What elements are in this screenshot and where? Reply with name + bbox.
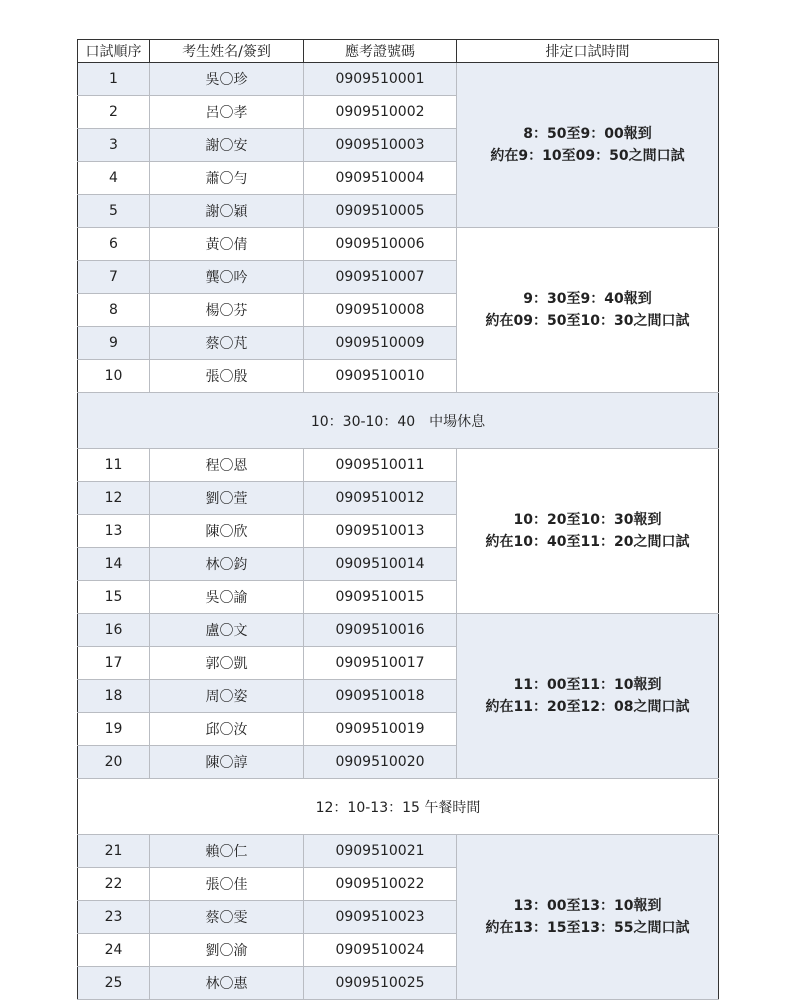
id-cell: 0909510011 — [304, 449, 457, 482]
order-cell: 9 — [78, 327, 150, 360]
name-cell: 吳〇諭 — [150, 581, 304, 614]
order-cell: 12 — [78, 482, 150, 515]
id-cell: 0909510008 — [304, 294, 457, 327]
name-cell: 林〇鈞 — [150, 548, 304, 581]
id-cell: 0909510012 — [304, 482, 457, 515]
order-cell: 7 — [78, 261, 150, 294]
id-cell: 0909510025 — [304, 967, 457, 1000]
time-slot-cell — [457, 63, 719, 228]
break-row — [78, 393, 719, 449]
header-name: 考生姓名/簽到 — [150, 40, 304, 63]
name-cell: 邱〇汝 — [150, 713, 304, 746]
id-cell: 0909510001 — [304, 63, 457, 96]
order-cell: 15 — [78, 581, 150, 614]
id-cell: 0909510013 — [304, 515, 457, 548]
order-cell: 11 — [78, 449, 150, 482]
id-cell: 0909510004 — [304, 162, 457, 195]
id-cell: 0909510017 — [304, 647, 457, 680]
name-cell: 盧〇文 — [150, 614, 304, 647]
order-cell: 14 — [78, 548, 150, 581]
checkin-time: 11：00至11：10報到 — [513, 677, 662, 693]
id-cell: 0909510022 — [304, 868, 457, 901]
id-cell: 0909510020 — [304, 746, 457, 779]
table-row — [78, 449, 719, 482]
exam-time: 約在9：10至09：50之間口試 — [490, 148, 685, 164]
checkin-time: 10：20至10：30報到 — [513, 512, 662, 528]
order-cell: 22 — [78, 868, 150, 901]
time-slot-cell — [457, 835, 719, 1000]
id-cell: 0909510015 — [304, 581, 457, 614]
id-cell: 0909510014 — [304, 548, 457, 581]
order-cell: 8 — [78, 294, 150, 327]
order-cell: 1 — [78, 63, 150, 96]
name-cell: 呂〇孝 — [150, 96, 304, 129]
order-cell: 13 — [78, 515, 150, 548]
checkin-time: 8：50至9：00報到 — [523, 126, 652, 142]
order-cell: 20 — [78, 746, 150, 779]
name-cell: 蔡〇芃 — [150, 327, 304, 360]
name-cell: 龔〇吟 — [150, 261, 304, 294]
table-row — [78, 614, 719, 647]
name-cell: 郭〇凱 — [150, 647, 304, 680]
id-cell: 0909510006 — [304, 228, 457, 261]
name-cell: 賴〇仁 — [150, 835, 304, 868]
lunch-break-label: 12：10-13：15 午餐時間 — [78, 779, 719, 835]
name-cell: 程〇恩 — [150, 449, 304, 482]
table-row — [78, 228, 719, 261]
id-cell: 0909510009 — [304, 327, 457, 360]
order-cell: 21 — [78, 835, 150, 868]
name-cell: 陳〇欣 — [150, 515, 304, 548]
name-cell: 劉〇萱 — [150, 482, 304, 515]
order-cell: 18 — [78, 680, 150, 713]
table-row — [78, 63, 719, 96]
name-cell: 楊〇芬 — [150, 294, 304, 327]
order-cell: 19 — [78, 713, 150, 746]
order-cell: 25 — [78, 967, 150, 1000]
exam-time: 約在13：15至13：55之間口試 — [485, 920, 690, 936]
break-row — [78, 779, 719, 835]
name-cell: 黃〇倩 — [150, 228, 304, 261]
mid-break-label: 10：30-10：40 中場休息 — [78, 393, 719, 449]
name-cell: 張〇殷 — [150, 360, 304, 393]
order-cell: 2 — [78, 96, 150, 129]
id-cell: 0909510019 — [304, 713, 457, 746]
order-cell: 6 — [78, 228, 150, 261]
header-row — [78, 40, 719, 63]
order-cell: 4 — [78, 162, 150, 195]
id-cell: 0909510024 — [304, 934, 457, 967]
name-cell: 蔡〇雯 — [150, 901, 304, 934]
time-slot-cell — [457, 614, 719, 779]
id-cell: 0909510021 — [304, 835, 457, 868]
order-cell: 10 — [78, 360, 150, 393]
name-cell: 劉〇渝 — [150, 934, 304, 967]
id-cell: 0909510003 — [304, 129, 457, 162]
exam-time: 約在10：40至11：20之間口試 — [485, 534, 690, 550]
name-cell: 謝〇安 — [150, 129, 304, 162]
name-cell: 謝〇穎 — [150, 195, 304, 228]
header-id: 應考證號碼 — [304, 40, 457, 63]
order-cell: 5 — [78, 195, 150, 228]
id-cell: 0909510010 — [304, 360, 457, 393]
id-cell: 0909510023 — [304, 901, 457, 934]
order-cell: 24 — [78, 934, 150, 967]
order-cell: 23 — [78, 901, 150, 934]
header-order: 口試順序 — [78, 40, 150, 63]
id-cell: 0909510016 — [304, 614, 457, 647]
name-cell: 陳〇諄 — [150, 746, 304, 779]
id-cell: 0909510018 — [304, 680, 457, 713]
name-cell: 張〇佳 — [150, 868, 304, 901]
table-row — [78, 835, 719, 868]
time-slot-cell — [457, 228, 719, 393]
name-cell: 林〇惠 — [150, 967, 304, 1000]
name-cell: 周〇姿 — [150, 680, 304, 713]
id-cell: 0909510007 — [304, 261, 457, 294]
checkin-time: 13：00至13：10報到 — [513, 898, 662, 914]
name-cell: 吳〇珍 — [150, 63, 304, 96]
order-cell: 3 — [78, 129, 150, 162]
exam-time: 約在11：20至12：08之間口試 — [485, 699, 690, 715]
exam-time: 約在09：50至10：30之間口試 — [485, 313, 690, 329]
order-cell: 17 — [78, 647, 150, 680]
name-cell: 蕭〇勻 — [150, 162, 304, 195]
time-slot-cell — [457, 449, 719, 614]
id-cell: 0909510005 — [304, 195, 457, 228]
order-cell: 16 — [78, 614, 150, 647]
oral-exam-schedule-table — [77, 39, 719, 1000]
checkin-time: 9：30至9：40報到 — [523, 291, 652, 307]
id-cell: 0909510002 — [304, 96, 457, 129]
header-time: 排定口試時間 — [457, 40, 719, 63]
